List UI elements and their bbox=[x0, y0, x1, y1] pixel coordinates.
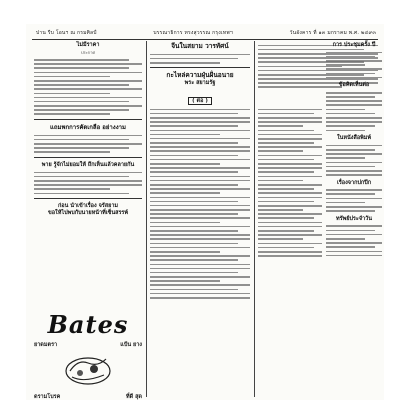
footer-note: ก่อน นำเข้าเรื่อง จรัสยาม bbox=[57, 203, 119, 210]
right-section-2: ในหนังสือพิมพ์ bbox=[336, 135, 372, 142]
ad-title: แถมพกการคัดเกลือ อย่างงาม bbox=[50, 124, 126, 132]
masthead-center: บรรณาธิการ ทรงสุวรรณ กรุงเทพฯ bbox=[153, 30, 233, 36]
column-divider-2 bbox=[254, 41, 255, 397]
middle-column bbox=[150, 42, 250, 394]
ad-bottom-right: ที่ดี สุด bbox=[125, 394, 142, 400]
masthead-left: ปาน รีบ โอนฯ ณ กรมศิลป์ bbox=[36, 30, 97, 36]
section2-title: พาย รู้จักไม่ยอมให้ ถึกเห็นแล้วคลายกัน bbox=[41, 161, 135, 168]
masthead bbox=[36, 28, 376, 38]
left-column bbox=[34, 42, 142, 400]
footer-note-2: ขอให้ไปพบกับนายหน้าที่เซ็นสรรพ์ bbox=[47, 210, 128, 217]
right-section-1: ข้อคิดเห็นต่อ bbox=[338, 82, 370, 89]
right-section-3: เรื่องจากปกปีก bbox=[336, 179, 372, 186]
ad-left-label: ยาดมตรา bbox=[34, 342, 58, 348]
notice-header: ไม่มีราคา bbox=[76, 42, 100, 48]
right-inner-column bbox=[258, 106, 322, 394]
masthead-rule bbox=[32, 39, 378, 40]
ad-illustration bbox=[34, 349, 142, 389]
ad-right-label: แป้น ยาง bbox=[120, 342, 142, 348]
right-section-4: ทรัพย์ประจำวัน bbox=[336, 215, 372, 222]
middle-badge: ( ต่อ ) bbox=[188, 97, 212, 105]
ad-brand: Bates bbox=[47, 310, 129, 339]
column-divider-1 bbox=[146, 41, 147, 397]
middle-headline: กะไหล่ความฝุ่นฝั่นอนาย bbox=[166, 70, 234, 79]
newspaper-page bbox=[26, 24, 384, 400]
bates-advertisement bbox=[34, 310, 142, 400]
far-right-column bbox=[326, 42, 382, 394]
masthead-right: วันอังคาร ที่ ๑๓ มกราคม พ.ศ. ๒๔๙๓ bbox=[289, 30, 376, 36]
notice-note: ประกาศ bbox=[80, 50, 96, 55]
ad-bottom-left: ดรามโบรค bbox=[34, 394, 61, 400]
far-right-title: การ ประชุมครั้ง ปี bbox=[332, 42, 376, 48]
middle-subhead: พระ สยามรัฐ bbox=[184, 79, 216, 86]
middle-top-title: จีนในสยาม วารทัศน์ bbox=[171, 42, 229, 50]
